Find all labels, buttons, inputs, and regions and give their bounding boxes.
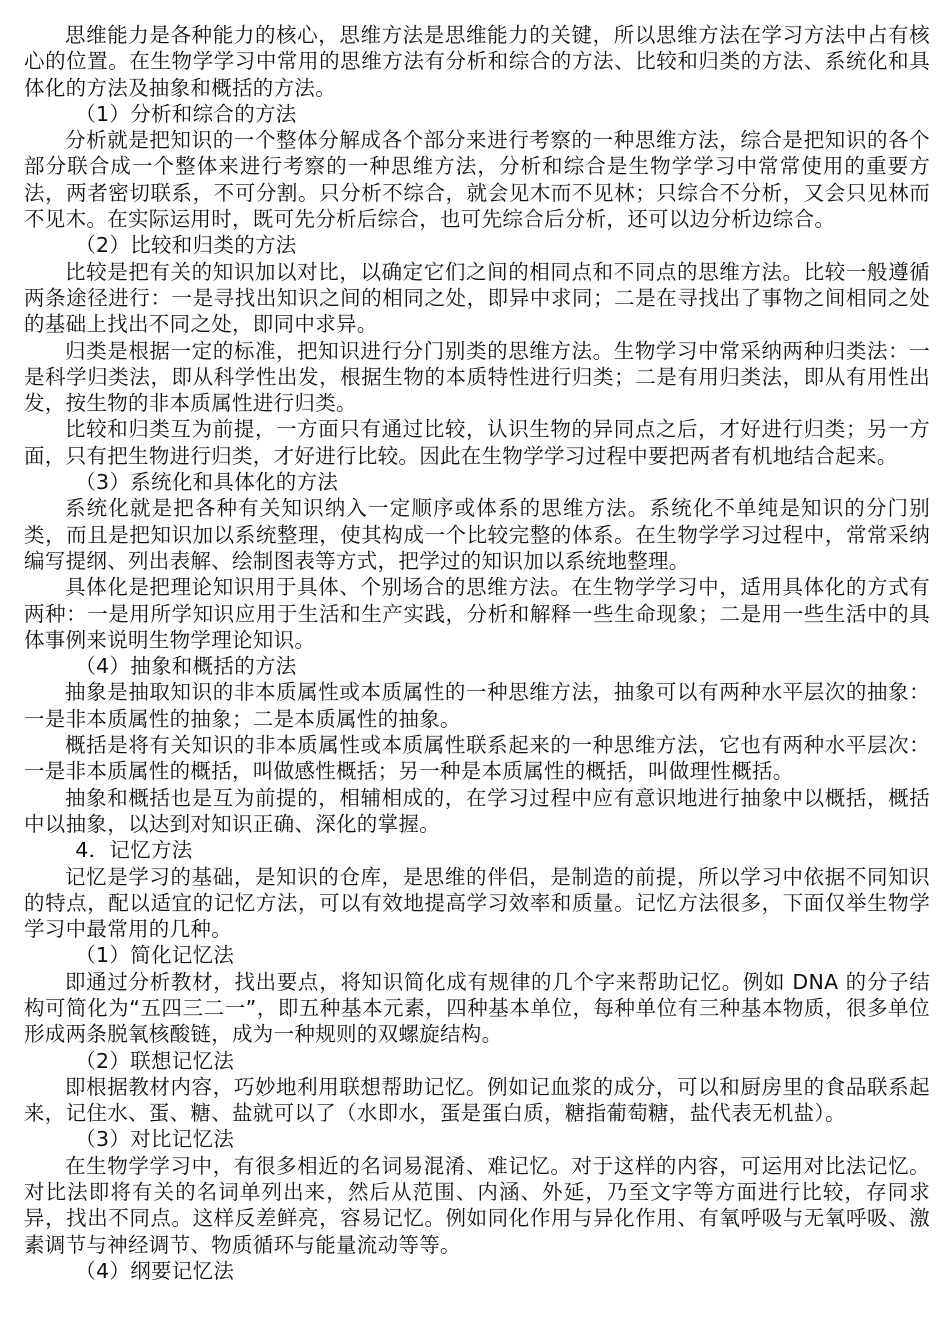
paragraph: 比较是把有关的知识加以对比，以确定它们之间的相同点和不同点的思维方法。比较一般遵循两条途径进行：一是寻找出知识之间的相同之处，即异中求同；二是在寻找出了事物之间相同之处的基础上找出不同之处，即同中求异。 bbox=[24, 259, 930, 337]
section-heading: （2）比较和归类的方法 bbox=[75, 233, 297, 258]
document-page bbox=[24, 22, 930, 1284]
paragraph: 抽象和概括也是互为前提的，相辅相成的，在学习过程中应有意识地进行抽象中以概括，概括中以抽象，以达到对知识正确、深化的掌握。 bbox=[24, 785, 930, 836]
paragraph: 思维能力是各种能力的核心，思维方法是思维能力的关键，所以思维方法在学习方法中占有核心的位置。在生物学学习中常用的思维方法有分析和综合的方法、比较和归类的方法、系统化和具体化的方法及抽象和概括的方法。 bbox=[24, 23, 930, 100]
section-heading: （1）分析和综合的方法 bbox=[75, 101, 297, 126]
section-heading: （3）系统化和具体化的方法 bbox=[75, 470, 339, 495]
paragraph: 记忆是学习的基础，是知识的仓库，是思维的伴侣，是制造的前提，所以学习中依据不同知识的特点，配以适宜的记忆方法，可以有效地提高学习效率和质量。记忆方法很多，下面仅举生物学学习中最常用的几种。 bbox=[24, 864, 930, 942]
paragraph: 即通过分析教材，找出要点，将知识简化成有规律的几个字来帮助记忆。例如 DNA 的分子结构可简化为“五四三二一”，即五种基本元素，四种基本单位，每种单位有三种基本物质，很多单位形成两条脱氧核酸链，成为一种规则的双螺旋结构。 bbox=[24, 969, 930, 1047]
section-heading: （3）对比记忆法 bbox=[75, 1127, 235, 1152]
section-heading: （2）联想记忆法 bbox=[75, 1048, 235, 1073]
section-heading: （4）纲要记忆法 bbox=[75, 1258, 235, 1283]
paragraph: 分析就是把知识的一个整体分解成各个部分来进行考察的一种思维方法，综合是把知识的各个部分联合成一个整体来进行考察的一种思维方法，分析和综合是生物学学习中常常使用的重要方法，两者密切联系，不可分割。只分析不综合，就会见木而不见林；只综合不分析，又会只见林而不见木。在实际运用时，既可先分析后综合，也可先综合后分析，还可以边分析边综合。 bbox=[24, 128, 930, 232]
paragraph: 具体化是把理论知识用于具体、个别场合的思维方法。在生物学学习中，适用具体化的方式有两种：一是用所学知识应用于生活和生产实践，分析和解释一些生命现象；二是用一些生活中的具体事例来说明生物学理论知识。 bbox=[24, 575, 930, 652]
paragraph: 比较和归类互为前提，一方面只有通过比较，认识生物的异同点之后，才好进行归类；另一方面，只有把生物进行归类，才好进行比较。因此在生物学学习过程中要把两者有机地结合起来。 bbox=[24, 417, 930, 468]
paragraph: 即根据教材内容，巧妙地利用联想帮助记忆。例如记血浆的成分，可以和厨房里的食品联系起来，记住水、蛋、糖、盐就可以了（水即水，蛋是蛋白质，糖指葡萄糖，盐代表无机盐）。 bbox=[24, 1074, 930, 1126]
paragraph: 在生物学学习中，有很多相近的名词易混淆、难记忆。对于这样的内容，可运用对比法记忆。对比法即将有关的名词单列出来，然后从范围、内涵、外延，乃至文字等方面进行比较，存同求异，找出不同点。这样反差鲜亮，容易记忆。例如同化作用与异化作用、有氧呼吸与无氧呼吸、激素调节与神经调节、物质循环与能量流动等等。 bbox=[24, 1153, 930, 1257]
section-heading: 4．记忆方法 bbox=[75, 838, 193, 863]
paragraph: 概括是将有关知识的非本质属性或本质属性联系起来的一种思维方法，它也有两种水平层次：一是非本质属性的概括，叫做感性概括；另一种是本质属性的概括，叫做理性概括。 bbox=[24, 733, 930, 784]
paragraph: 系统化就是把各种有关知识纳入一定顺序或体系的思维方法。系统化不单纯是知识的分门别类，而且是把知识加以系统整理，使其构成一个比较完整的体系。在生物学学习过程中，常常采纳编写提纲、列出表解、绘制图表等方式，把学过的知识加以系统地整理。 bbox=[24, 496, 930, 573]
section-heading: （1）简化记忆法 bbox=[75, 943, 235, 968]
paragraph: 归类是根据一定的标准，把知识进行分门别类的思维方法。生物学习中常采纳两种归类法：一是科学归类法，即从科学性出发，根据生物的本质特性进行归类；二是有用归类法，即从有用性出发，按生物的非本质属性进行归类。 bbox=[24, 338, 930, 416]
paragraph: 抽象是抽取知识的非本质属性或本质属性的一种思维方法，抽象可以有两种水平层次的抽象：一是非本质属性的抽象；二是本质属性的抽象。 bbox=[24, 680, 930, 731]
section-heading: （4）抽象和概括的方法 bbox=[75, 654, 297, 679]
